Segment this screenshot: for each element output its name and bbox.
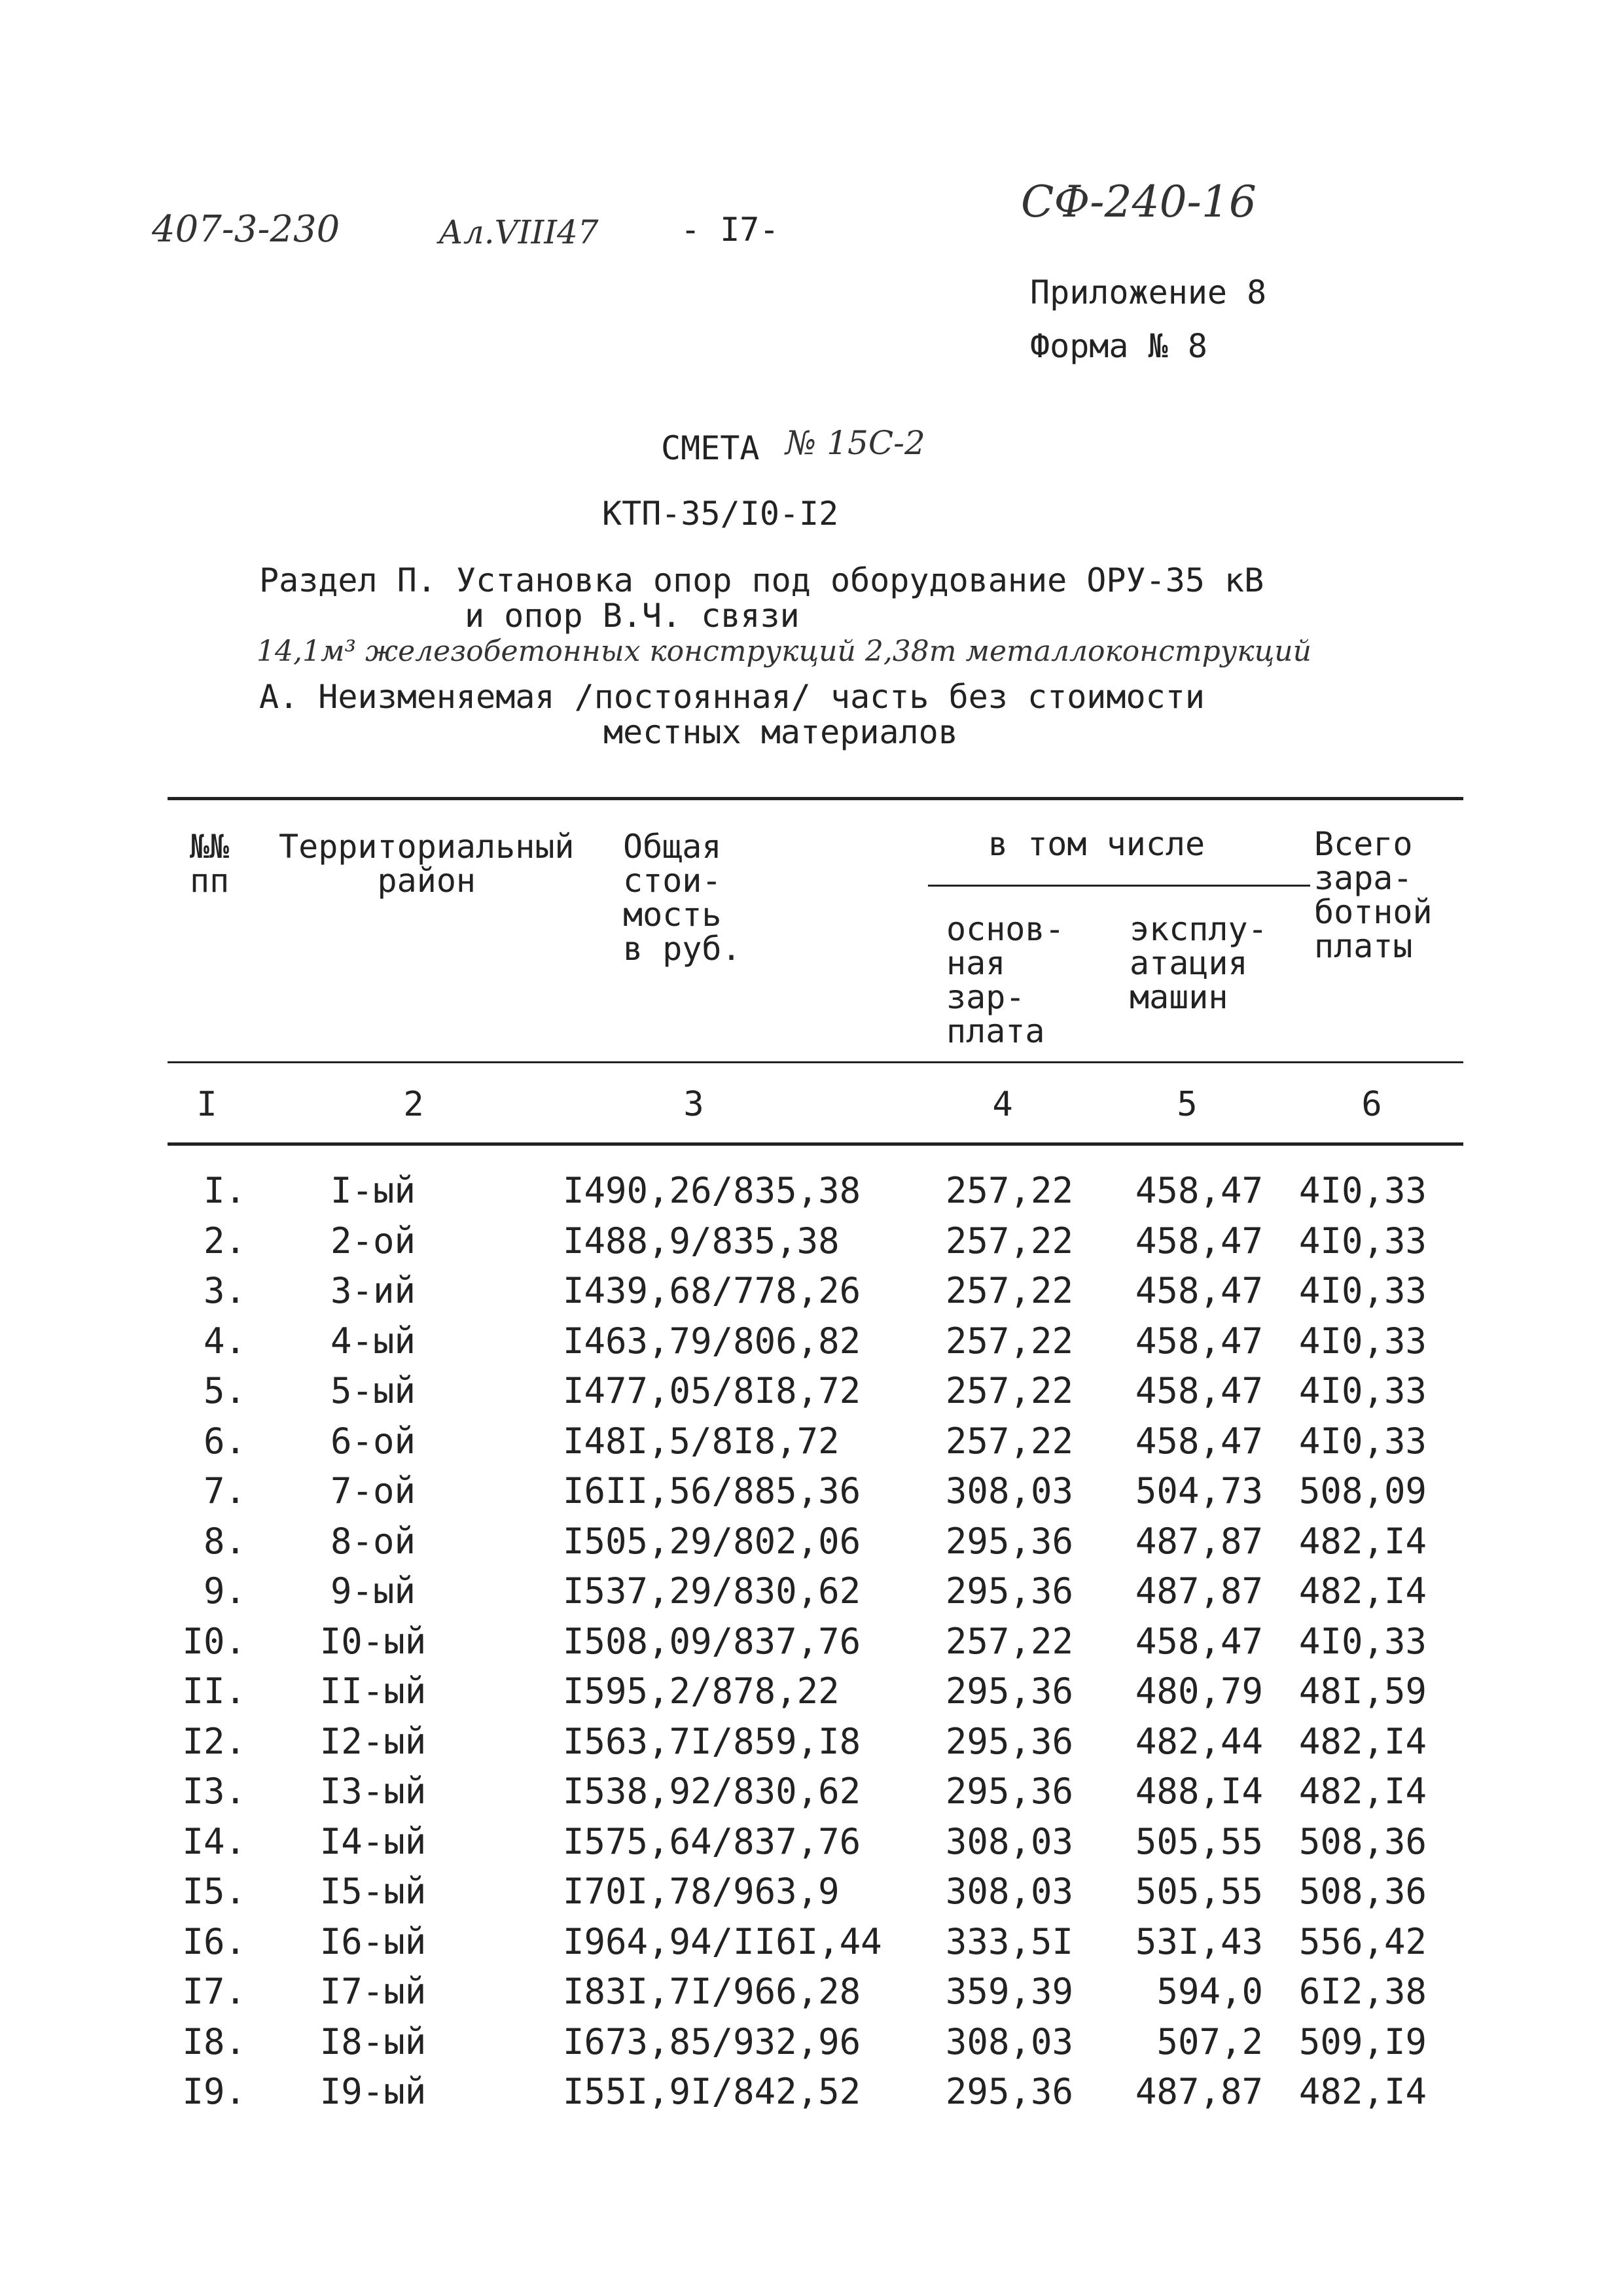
row-machine-operation: 458,47 — [1135, 1420, 1263, 1462]
row-machine-operation: 458,47 — [1135, 1370, 1263, 1411]
row-machine-operation: 505,55 — [1135, 1871, 1263, 1912]
column-numbers-rule — [168, 1142, 1463, 1146]
row-total-wage: 4I0,33 — [1298, 1320, 1427, 1362]
row-base-wage: 359,39 — [945, 1971, 1073, 2012]
row-number: I6. — [182, 1920, 246, 1962]
header-district: Территориальный район — [279, 828, 575, 900]
row-total-wage: 508,36 — [1298, 1871, 1427, 1912]
object-code: КТП-35/I0-I2 — [602, 495, 839, 533]
section-title-line1: Раздел П. Установка опор под оборудование ОРУ-35 кВ — [259, 561, 1264, 599]
row-total-cost: I488,9/835,38 — [563, 1220, 840, 1262]
table-row — [0, 1622, 1623, 1672]
row-number: I. — [203, 1170, 246, 1211]
row-machine-operation: 458,47 — [1135, 1620, 1263, 1662]
row-total-wage: 4I0,33 — [1298, 1620, 1427, 1662]
row-number: I4. — [182, 1820, 246, 1862]
header-machine-operation: эксплу- атация машин — [1130, 910, 1268, 1016]
row-total-wage: 509,I9 — [1298, 2021, 1427, 2062]
table-row — [0, 1271, 1623, 1321]
section-title-line2: и опор В.Ч. связи — [465, 597, 800, 635]
row-base-wage: 295,36 — [945, 2071, 1073, 2112]
row-number: 4. — [203, 1320, 246, 1362]
row-total-wage: 4I0,33 — [1298, 1420, 1427, 1462]
row-number: 3. — [203, 1270, 246, 1311]
row-machine-operation: 53I,43 — [1135, 1920, 1263, 1962]
row-base-wage: 308,03 — [945, 1871, 1073, 1912]
row-total-wage: 508,36 — [1298, 1820, 1427, 1862]
header-total-wage: Всего зара- ботной платы — [1314, 825, 1433, 965]
table-row — [0, 1722, 1623, 1772]
row-machine-operation: 594,0 — [1156, 1971, 1263, 2012]
row-base-wage: 295,36 — [945, 1520, 1073, 1562]
part-title-line2: местных материалов — [603, 713, 958, 751]
row-machine-operation: 458,47 — [1135, 1320, 1263, 1362]
row-number: 5. — [203, 1370, 246, 1411]
header-number: №№ пп — [190, 828, 230, 900]
row-base-wage: 308,03 — [945, 1820, 1073, 1862]
row-district: 5-ый — [330, 1370, 416, 1411]
table-row — [0, 1672, 1623, 1722]
row-district: 9-ый — [330, 1570, 416, 1612]
row-base-wage: 257,22 — [945, 1620, 1073, 1662]
row-total-wage: 482,I4 — [1298, 1771, 1427, 1812]
row-base-wage: 308,03 — [945, 2021, 1073, 2062]
table-top-rule — [168, 797, 1463, 800]
row-total-wage: 482,I4 — [1298, 1720, 1427, 1762]
form-label: Форма № 8 — [1030, 327, 1207, 365]
row-base-wage: 333,5I — [945, 1920, 1073, 1962]
table-row — [0, 1422, 1623, 1472]
row-total-wage: 556,42 — [1298, 1920, 1427, 1962]
row-number: I5. — [182, 1871, 246, 1912]
header-including: в том числе — [988, 825, 1205, 863]
row-machine-operation: 458,47 — [1135, 1220, 1263, 1262]
row-total-cost: I537,29/830,62 — [563, 1570, 861, 1612]
part-title-line1: А. Неизменяемая /постоянная/ часть без стоимости — [259, 678, 1205, 716]
row-total-cost: I505,29/802,06 — [563, 1520, 861, 1562]
column-number-1: I — [196, 1085, 217, 1124]
row-district: I8-ый — [319, 2021, 427, 2062]
table-row — [0, 1522, 1623, 1572]
row-number: 7. — [203, 1470, 246, 1511]
row-district: 7-ой — [330, 1470, 416, 1511]
table-row — [0, 1322, 1623, 1371]
album-reference: Ал.VIII47 — [438, 213, 599, 251]
row-district: I7-ый — [319, 1971, 427, 2012]
row-number: I3. — [182, 1771, 246, 1812]
row-machine-operation: 488,I4 — [1135, 1771, 1263, 1812]
row-district: 4-ый — [330, 1320, 416, 1362]
column-number-4: 4 — [992, 1085, 1013, 1124]
row-base-wage: 295,36 — [945, 1570, 1073, 1612]
row-base-wage: 257,22 — [945, 1170, 1073, 1211]
row-base-wage: 257,22 — [945, 1320, 1073, 1362]
row-machine-operation: 458,47 — [1135, 1170, 1263, 1211]
row-machine-operation: 504,73 — [1135, 1470, 1263, 1511]
row-base-wage: 257,22 — [945, 1420, 1073, 1462]
row-district: I2-ый — [319, 1720, 427, 1762]
row-base-wage: 257,22 — [945, 1270, 1073, 1311]
table-row — [0, 1222, 1623, 1271]
column-number-2: 2 — [403, 1085, 424, 1124]
row-total-cost: I55I,9I/842,52 — [563, 2071, 861, 2112]
table-row — [0, 1371, 1623, 1421]
row-district: 3-ий — [330, 1270, 416, 1311]
row-total-cost: I48I,5/8I8,72 — [563, 1420, 840, 1462]
row-number: I7. — [182, 1971, 246, 2012]
row-total-cost: I595,2/878,22 — [563, 1670, 840, 1712]
row-number: I0. — [182, 1620, 246, 1662]
header-total-cost: Общая стои- мость в руб. — [623, 828, 741, 968]
column-number-5: 5 — [1177, 1085, 1198, 1124]
handwritten-note: 14,1м³ железобетонных конструкций 2,38т металлоконструкций — [257, 635, 1311, 668]
row-total-wage: 508,09 — [1298, 1470, 1427, 1511]
row-district: II-ый — [319, 1670, 427, 1712]
row-total-wage: 48I,59 — [1298, 1670, 1427, 1712]
row-number: 2. — [203, 1220, 246, 1262]
row-machine-operation: 482,44 — [1135, 1720, 1263, 1762]
row-total-cost: I490,26/835,38 — [563, 1170, 861, 1211]
table-row — [0, 2022, 1623, 2072]
row-total-cost: I6II,56/885,36 — [563, 1470, 861, 1511]
table-row — [0, 1822, 1623, 1872]
row-machine-operation: 487,87 — [1135, 1570, 1263, 1612]
row-total-wage: 4I0,33 — [1298, 1270, 1427, 1311]
group-header-rule — [928, 885, 1310, 887]
row-machine-operation: 505,55 — [1135, 1820, 1263, 1862]
row-district: I3-ый — [319, 1771, 427, 1812]
row-base-wage: 295,36 — [945, 1670, 1073, 1712]
row-number: 8. — [203, 1520, 246, 1562]
sheet-code: СФ-240-16 — [1021, 177, 1257, 227]
row-district: 6-ой — [330, 1420, 416, 1462]
row-machine-operation: 507,2 — [1156, 2021, 1263, 2062]
row-district: I6-ый — [319, 1920, 427, 1962]
row-base-wage: 295,36 — [945, 1771, 1073, 1812]
row-total-wage: 482,I4 — [1298, 1520, 1427, 1562]
smeta-title: СМЕТА — [661, 429, 760, 467]
row-number: 6. — [203, 1420, 246, 1462]
row-machine-operation: 480,79 — [1135, 1670, 1263, 1712]
row-machine-operation: 487,87 — [1135, 1520, 1263, 1562]
table-row — [0, 1772, 1623, 1822]
row-total-cost: I575,64/837,76 — [563, 1820, 861, 1862]
row-total-cost: I70I,78/963,9 — [563, 1871, 840, 1912]
doc-code: 407-3-230 — [152, 208, 340, 251]
row-number: I2. — [182, 1720, 246, 1762]
page-number: - I7- — [681, 211, 779, 249]
row-district: 8-ой — [330, 1520, 416, 1562]
row-machine-operation: 458,47 — [1135, 1270, 1263, 1311]
table-row — [0, 1872, 1623, 1922]
row-number: II. — [182, 1670, 246, 1712]
row-total-wage: 4I0,33 — [1298, 1370, 1427, 1411]
appendix-label: Приложение 8 — [1030, 274, 1267, 311]
row-total-cost: I673,85/932,96 — [563, 2021, 861, 2062]
row-base-wage: 257,22 — [945, 1370, 1073, 1411]
row-number: I9. — [182, 2071, 246, 2112]
row-base-wage: 308,03 — [945, 1470, 1073, 1511]
row-number: I8. — [182, 2021, 246, 2062]
row-total-cost: I964,94/II6I,44 — [563, 1920, 882, 1962]
column-number-6: 6 — [1361, 1085, 1382, 1124]
header-bottom-rule — [168, 1061, 1463, 1063]
row-district: I4-ый — [319, 1820, 427, 1862]
row-total-cost: I463,79/806,82 — [563, 1320, 861, 1362]
smeta-number: № 15С-2 — [785, 424, 925, 462]
row-machine-operation: 487,87 — [1135, 2071, 1263, 2112]
row-number: 9. — [203, 1570, 246, 1612]
row-base-wage: 295,36 — [945, 1720, 1073, 1762]
row-total-cost: I508,09/837,76 — [563, 1620, 861, 1662]
table-row — [0, 2072, 1623, 2122]
row-total-cost: I563,7I/859,I8 — [563, 1720, 861, 1762]
row-total-cost: I538,92/830,62 — [563, 1771, 861, 1812]
header-base-wage: основ- ная зар- плата — [946, 910, 1065, 1050]
row-district: I9-ый — [319, 2071, 427, 2112]
table-row — [0, 1972, 1623, 2022]
row-district: I-ый — [330, 1170, 416, 1211]
row-district: I0-ый — [319, 1620, 427, 1662]
table-row — [0, 1572, 1623, 1621]
table-row — [0, 1922, 1623, 1972]
row-total-cost: I439,68/778,26 — [563, 1270, 861, 1311]
row-total-cost: I83I,7I/966,28 — [563, 1971, 861, 2012]
row-total-cost: I477,05/8I8,72 — [563, 1370, 861, 1411]
row-district: 2-ой — [330, 1220, 416, 1262]
row-total-wage: 6I2,38 — [1298, 1971, 1427, 2012]
row-total-wage: 482,I4 — [1298, 2071, 1427, 2112]
table-row — [0, 1171, 1623, 1221]
column-number-3: 3 — [683, 1085, 704, 1124]
row-base-wage: 257,22 — [945, 1220, 1073, 1262]
row-total-wage: 4I0,33 — [1298, 1220, 1427, 1262]
row-total-wage: 482,I4 — [1298, 1570, 1427, 1612]
row-total-wage: 4I0,33 — [1298, 1170, 1427, 1211]
row-district: I5-ый — [319, 1871, 427, 1912]
table-row — [0, 1472, 1623, 1521]
